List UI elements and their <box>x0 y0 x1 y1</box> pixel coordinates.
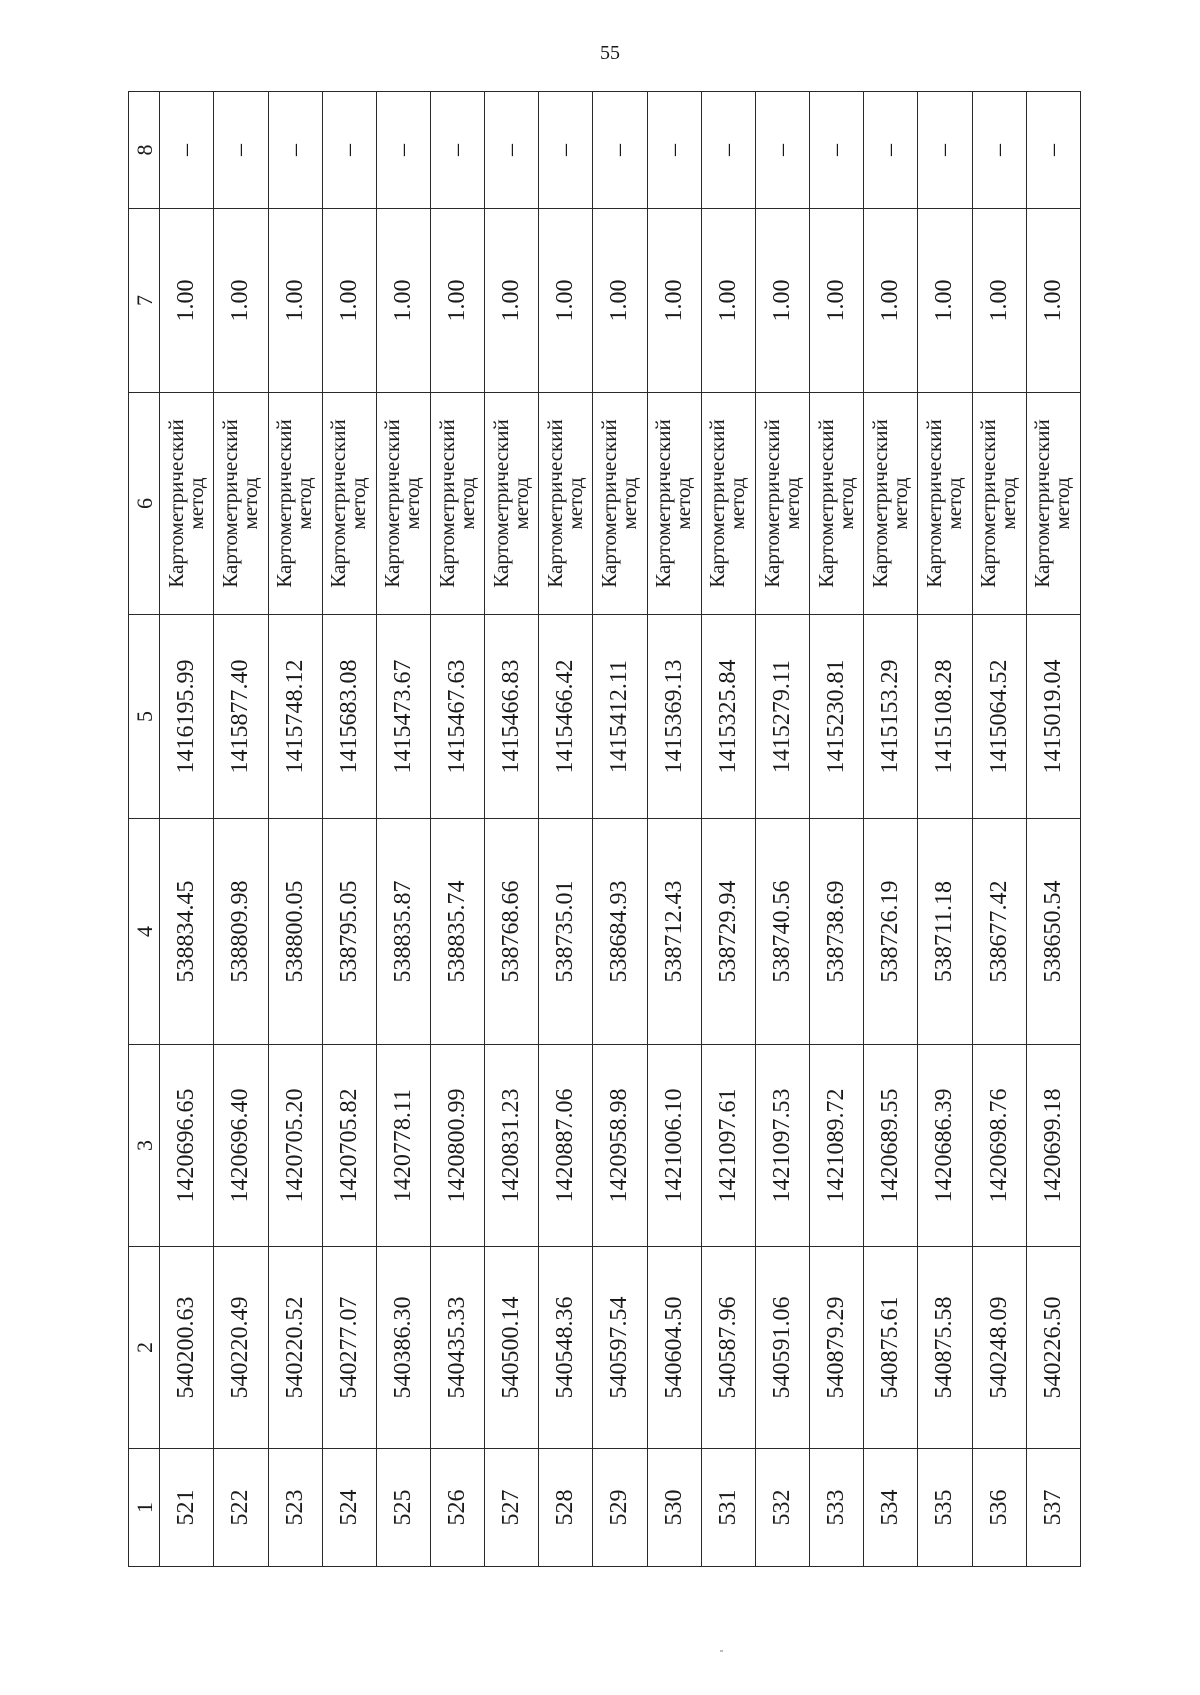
table-cell: 1420800.99 <box>430 1045 484 1247</box>
table-cell: 538735.01 <box>539 819 593 1045</box>
table-cell <box>918 393 972 615</box>
method-text-line: Картометрический <box>434 419 459 588</box>
table-cell: 540591.06 <box>755 1247 809 1449</box>
column-header-4: 4 <box>129 819 160 1045</box>
table-cell: – <box>430 92 484 209</box>
table-cell <box>810 393 864 615</box>
table-cell <box>755 393 809 615</box>
method-text-line: Картометрический <box>163 419 188 588</box>
table-row <box>1026 92 1080 1567</box>
method-text-line: Картометрический <box>488 419 513 588</box>
page-number: 55 <box>600 42 620 64</box>
table-cell: 529 <box>593 1449 647 1567</box>
table-cell: 540386.30 <box>376 1247 430 1449</box>
table-cell: – <box>647 92 701 209</box>
method-text-line: Картометрический <box>326 419 351 588</box>
table-cell: 1420778.11 <box>376 1045 430 1247</box>
table-cell: 540200.63 <box>160 1247 214 1449</box>
table-cell: 1421097.61 <box>701 1045 755 1247</box>
table-cell: 1.00 <box>755 209 809 393</box>
table-cell: 1.00 <box>376 209 430 393</box>
table-cell: 540226.50 <box>1026 1247 1080 1449</box>
table-cell: 538677.42 <box>972 819 1026 1045</box>
table-cell: 540875.61 <box>864 1247 918 1449</box>
method-text-line: метод <box>562 477 587 530</box>
column-header-1: 1 <box>129 1449 160 1567</box>
method-text-line: метод <box>400 477 425 530</box>
table-cell: – <box>701 92 755 209</box>
method-text-line: Картометрический <box>813 419 838 588</box>
table-cell: 1415466.83 <box>485 615 539 819</box>
table-cell: 526 <box>430 1449 484 1567</box>
table-row <box>485 92 539 1567</box>
table-cell: 524 <box>322 1449 376 1567</box>
table-cell: 1.00 <box>593 209 647 393</box>
table-cell: 540277.07 <box>322 1247 376 1449</box>
method-text-line: метод <box>346 477 371 530</box>
table-cell: 1415019.04 <box>1026 615 1080 819</box>
table-cell: 533 <box>810 1449 864 1567</box>
table-cell: 1415369.13 <box>647 615 701 819</box>
table-cell: 1.00 <box>539 209 593 393</box>
table-cell: 1.00 <box>864 209 918 393</box>
table-cell: 540879.29 <box>810 1247 864 1449</box>
table-cell: 538768.66 <box>485 819 539 1045</box>
table-row <box>864 92 918 1567</box>
column-header-7: 7 <box>129 209 160 393</box>
method-text-line: метод <box>887 477 912 530</box>
table-cell: – <box>322 92 376 209</box>
table-row <box>918 92 972 1567</box>
coordinates-table-frame <box>128 92 1081 1567</box>
table-cell: – <box>539 92 593 209</box>
table-cell: 1415153.29 <box>864 615 918 819</box>
method-text-line: метод <box>779 477 804 530</box>
table-cell: 1415473.67 <box>376 615 430 819</box>
table-cell: 540500.14 <box>485 1247 539 1449</box>
method-text-line: метод <box>671 477 696 530</box>
table-cell <box>268 393 322 615</box>
table-cell <box>214 393 268 615</box>
table-cell: 540220.49 <box>214 1247 268 1449</box>
table-cell: – <box>160 92 214 209</box>
table-cell: – <box>810 92 864 209</box>
table-cell: 1415412.11 <box>593 615 647 819</box>
table-row <box>160 92 214 1567</box>
table-cell: 532 <box>755 1449 809 1567</box>
table-cell: 538835.87 <box>376 819 430 1045</box>
method-text-line: Картометрический <box>272 419 297 588</box>
table-row <box>755 92 809 1567</box>
method-text-line: метод <box>508 477 533 530</box>
table-cell <box>1026 393 1080 615</box>
table-cell <box>430 393 484 615</box>
table-cell: 538834.45 <box>160 819 214 1045</box>
table-cell: 540875.58 <box>918 1247 972 1449</box>
table-cell: 538835.74 <box>430 819 484 1045</box>
table-cell: 1415877.40 <box>214 615 268 819</box>
table-cell <box>322 393 376 615</box>
method-text-line: Картометрический <box>922 419 947 588</box>
table-cell: – <box>864 92 918 209</box>
column-header-3: 3 <box>129 1045 160 1247</box>
table-row <box>268 92 322 1567</box>
table-cell <box>376 393 430 615</box>
table-cell: 1.00 <box>647 209 701 393</box>
table-cell: 540248.09 <box>972 1247 1026 1449</box>
column-header-5: 5 <box>129 615 160 819</box>
method-text-line: Картометрический <box>380 419 405 588</box>
table-cell: 1420958.98 <box>593 1045 647 1247</box>
table-cell: 1415683.08 <box>322 615 376 819</box>
table-cell: 1421006.10 <box>647 1045 701 1247</box>
table-cell: 540587.96 <box>701 1247 755 1449</box>
table-cell: 538712.43 <box>647 819 701 1045</box>
table-cell: 1420699.18 <box>1026 1045 1080 1247</box>
table-cell: 538650.54 <box>1026 819 1080 1045</box>
method-text-line: Картометрический <box>867 419 892 588</box>
table-cell: 1415279.11 <box>755 615 809 819</box>
table-cell: – <box>376 92 430 209</box>
method-text-line: Картометрический <box>759 419 784 588</box>
method-text-line: Картометрический <box>597 419 622 588</box>
table-row <box>701 92 755 1567</box>
table-cell: 535 <box>918 1449 972 1567</box>
table-row <box>810 92 864 1567</box>
table-cell: – <box>918 92 972 209</box>
method-text-line: метод <box>183 477 208 530</box>
table-cell: 540220.52 <box>268 1247 322 1449</box>
table-cell: 534 <box>864 1449 918 1567</box>
table-cell: – <box>268 92 322 209</box>
table-cell: 1415748.12 <box>268 615 322 819</box>
table-cell: 1.00 <box>430 209 484 393</box>
table-cell: 1415467.63 <box>430 615 484 819</box>
method-text-line: Картометрический <box>651 419 676 588</box>
table-row <box>647 92 701 1567</box>
table-cell: 538729.94 <box>701 819 755 1045</box>
table-cell <box>972 393 1026 615</box>
table-cell <box>864 393 918 615</box>
method-text-line: Картометрический <box>705 419 730 588</box>
table-cell: 1415466.42 <box>539 615 593 819</box>
table-cell: 1.00 <box>972 209 1026 393</box>
table-cell: 538711.18 <box>918 819 972 1045</box>
table-cell: 1415064.52 <box>972 615 1026 819</box>
table-cell: 1.00 <box>485 209 539 393</box>
table-cell: 540435.33 <box>430 1247 484 1449</box>
table-cell: 1420696.65 <box>160 1045 214 1247</box>
method-text-line: метод <box>617 477 642 530</box>
table-cell: – <box>593 92 647 209</box>
header-row <box>129 92 160 1567</box>
table-cell: 525 <box>376 1449 430 1567</box>
method-text-line: Картометрический <box>542 419 567 588</box>
table-cell: 538684.93 <box>593 819 647 1045</box>
method-text-line: метод <box>454 477 479 530</box>
column-header-6: 6 <box>129 393 160 615</box>
table-cell: 536 <box>972 1449 1026 1567</box>
method-text-line: Картометрический <box>976 419 1001 588</box>
table-cell: 523 <box>268 1449 322 1567</box>
column-header-2: 2 <box>129 1247 160 1449</box>
method-text-line: метод <box>833 477 858 530</box>
method-text-line: метод <box>996 477 1021 530</box>
table-cell: 540548.36 <box>539 1247 593 1449</box>
table-cell: – <box>1026 92 1080 209</box>
table-cell: 538800.05 <box>268 819 322 1045</box>
table-cell: 538740.56 <box>755 819 809 1045</box>
table-cell: 521 <box>160 1449 214 1567</box>
table-cell: 1420686.39 <box>918 1045 972 1247</box>
table-cell <box>701 393 755 615</box>
table-row <box>972 92 1026 1567</box>
table-cell <box>647 393 701 615</box>
table-cell: 531 <box>701 1449 755 1567</box>
table-cell: 1.00 <box>1026 209 1080 393</box>
table-cell: 1420831.23 <box>485 1045 539 1247</box>
table-row <box>593 92 647 1567</box>
table-cell: 1420696.40 <box>214 1045 268 1247</box>
table-cell: 538738.69 <box>810 819 864 1045</box>
method-text-line: метод <box>237 477 262 530</box>
table-cell: 1.00 <box>160 209 214 393</box>
table-cell: 528 <box>539 1449 593 1567</box>
table-cell <box>160 393 214 615</box>
coordinates-table <box>128 91 1081 1567</box>
table-cell: 1.00 <box>918 209 972 393</box>
table-cell: 538726.19 <box>864 819 918 1045</box>
table-cell: 1416195.99 <box>160 615 214 819</box>
table-cell: 538795.05 <box>322 819 376 1045</box>
table-body <box>129 92 1081 1567</box>
method-text-line: Картометрический <box>218 419 242 588</box>
table-cell: 1421089.72 <box>810 1045 864 1247</box>
table-cell: 1415325.84 <box>701 615 755 819</box>
table-row <box>430 92 484 1567</box>
method-text-line: метод <box>941 477 966 530</box>
table-cell: 538809.98 <box>214 819 268 1045</box>
method-text-line: Картометрический <box>1030 419 1055 588</box>
table-cell: – <box>972 92 1026 209</box>
table-cell: 1420689.55 <box>864 1045 918 1247</box>
table-cell: 1.00 <box>322 209 376 393</box>
table-row <box>322 92 376 1567</box>
table-cell: 1415230.81 <box>810 615 864 819</box>
table-row <box>376 92 430 1567</box>
table-cell: 540604.50 <box>647 1247 701 1449</box>
table-cell: – <box>214 92 268 209</box>
table-cell: 1.00 <box>701 209 755 393</box>
table-cell: 1415108.28 <box>918 615 972 819</box>
table-cell <box>593 393 647 615</box>
table-cell: 530 <box>647 1449 701 1567</box>
table-cell: 1.00 <box>810 209 864 393</box>
table-row <box>214 92 268 1567</box>
method-text-line: метод <box>1050 477 1075 530</box>
table-cell: – <box>485 92 539 209</box>
table-cell: 1420705.82 <box>322 1045 376 1247</box>
table-cell: 1421097.53 <box>755 1045 809 1247</box>
table-cell: 1420887.06 <box>539 1045 593 1247</box>
table-cell: 1420705.20 <box>268 1045 322 1247</box>
table-cell <box>539 393 593 615</box>
table-cell: 522 <box>214 1449 268 1567</box>
table-cell: 1420698.76 <box>972 1045 1026 1247</box>
table-cell: 1.00 <box>268 209 322 393</box>
column-header-8: 8 <box>129 92 160 209</box>
method-text-line: метод <box>725 477 750 530</box>
table-cell: 1.00 <box>214 209 268 393</box>
table-cell: 537 <box>1026 1449 1080 1567</box>
table-cell: 540597.54 <box>593 1247 647 1449</box>
table-cell: – <box>755 92 809 209</box>
table-cell <box>485 393 539 615</box>
table-row <box>539 92 593 1567</box>
table-cell: 527 <box>485 1449 539 1567</box>
scan-artifact <box>720 1650 723 1652</box>
method-text-line: метод <box>292 477 317 530</box>
